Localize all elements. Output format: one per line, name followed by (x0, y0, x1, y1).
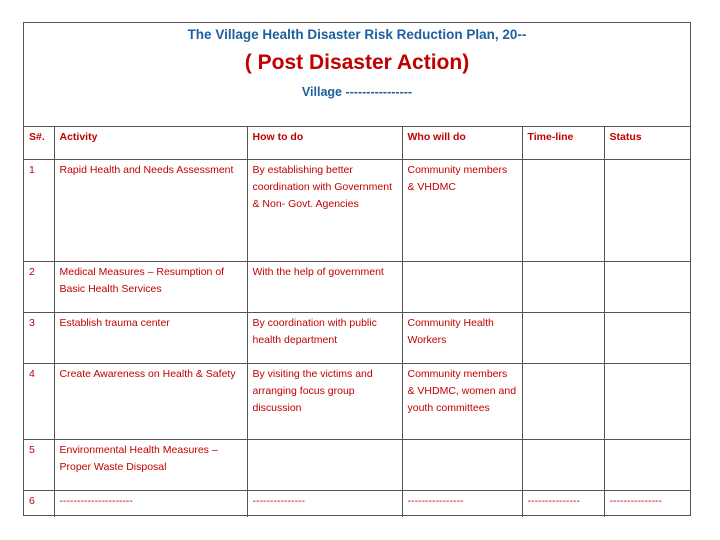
plan-header (24, 23, 690, 127)
cell-status (604, 160, 690, 262)
cell-how-to-do: By coordination with public health department (247, 313, 402, 364)
table-row (24, 160, 690, 262)
cell-timeline (522, 160, 604, 262)
cell-status (604, 262, 690, 313)
cell-who-will-do (402, 440, 522, 491)
header-who-will-do: Who will do (402, 127, 522, 160)
cell-how-to-do: By establishing better coordination with Government & Non- Govt. Agencies (247, 160, 402, 262)
cell-serial: 1 (24, 160, 54, 262)
table-row (24, 262, 690, 313)
cell-status (604, 440, 690, 491)
cell-activity: Environmental Health Measures – Proper Waste Disposal (54, 440, 247, 491)
cell-timeline (522, 262, 604, 313)
cell-who-will-do: Community members & VHDMC, women and youth committees (402, 364, 522, 440)
header-status: Status (604, 127, 690, 160)
cell-timeline (522, 313, 604, 364)
village-line: Village ---------------- (301, 85, 413, 99)
cell-who-will-do: ---------------- (402, 491, 522, 517)
table-row (24, 440, 690, 491)
cell-serial: 4 (24, 364, 54, 440)
table-row (24, 313, 690, 364)
cell-timeline (522, 440, 604, 491)
cell-status: --------------- (604, 491, 690, 517)
plan-subtitle: ( Post Disaster Action) (244, 51, 470, 74)
cell-timeline: --------------- (522, 491, 604, 517)
header-activity: Activity (54, 127, 247, 160)
table-row (24, 491, 690, 517)
cell-timeline (522, 364, 604, 440)
header-how-to-do: How to do (247, 127, 402, 160)
cell-who-will-do (402, 262, 522, 313)
cell-serial: 6 (24, 491, 54, 517)
header-serial: S#. (24, 127, 54, 160)
table-row (24, 364, 690, 440)
plan-table (24, 127, 690, 517)
cell-who-will-do: Community Health Workers (402, 313, 522, 364)
table-header-row (24, 127, 690, 160)
cell-activity: --------------------- (54, 491, 247, 517)
cell-activity: Medical Measures – Resumption of Basic Health Services (54, 262, 247, 313)
cell-serial: 5 (24, 440, 54, 491)
cell-serial: 2 (24, 262, 54, 313)
cell-how-to-do: With the help of government (247, 262, 402, 313)
cell-how-to-do: By visiting the victims and arranging focus group discussion (247, 364, 402, 440)
plan-frame (23, 22, 691, 516)
cell-how-to-do (247, 440, 402, 491)
cell-status (604, 364, 690, 440)
header-timeline: Time-line (522, 127, 604, 160)
plan-title: The Village Health Disaster Risk Reduction Plan, 20-- (187, 27, 527, 42)
cell-serial: 3 (24, 313, 54, 364)
cell-how-to-do: --------------- (247, 491, 402, 517)
cell-activity: Create Awareness on Health & Safety (54, 364, 247, 440)
cell-who-will-do: Community members & VHDMC (402, 160, 522, 262)
cell-activity: Rapid Health and Needs Assessment (54, 160, 247, 262)
cell-activity: Establish trauma center (54, 313, 247, 364)
cell-status (604, 313, 690, 364)
